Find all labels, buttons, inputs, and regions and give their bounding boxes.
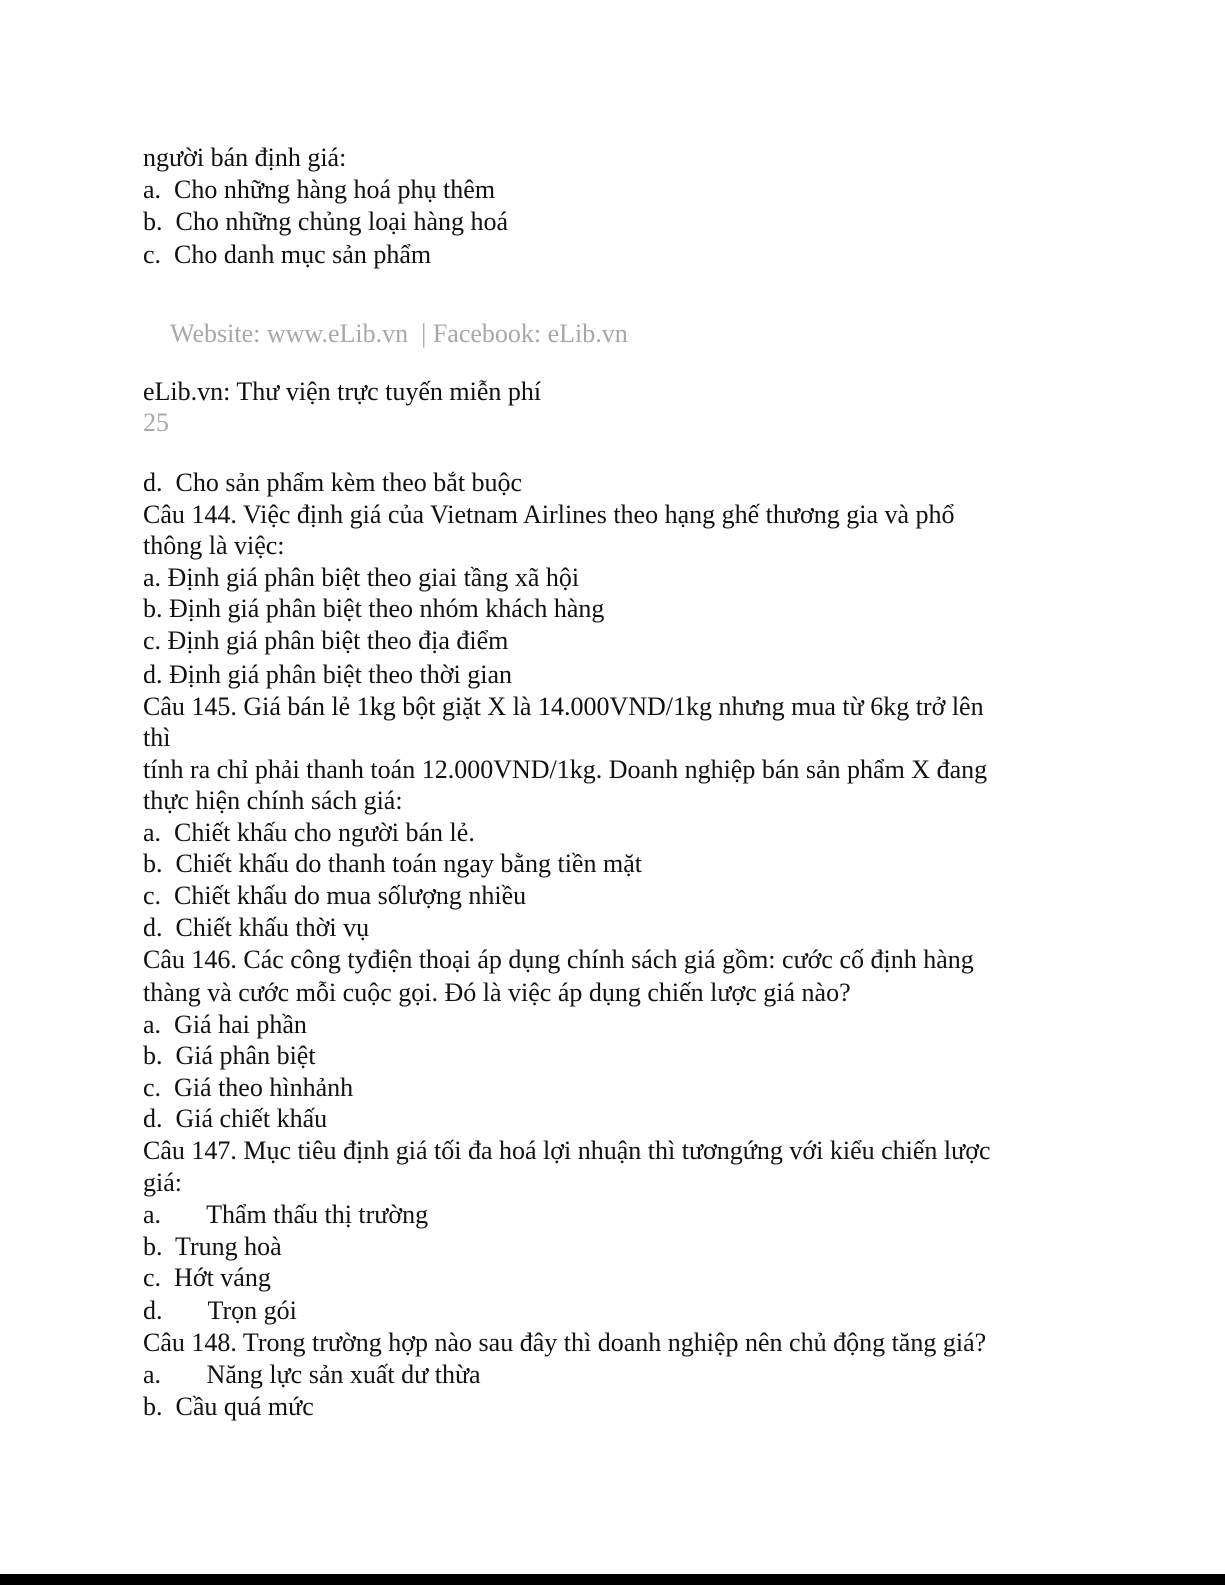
page-number: 25 (143, 408, 169, 437)
question-text: Câu 145. Giá bán lẻ 1kg bột giặt X là 14.000VND/1kg nhưng mua từ 6kg trở lên (143, 692, 984, 721)
question-text: thì (143, 723, 171, 752)
question-text: thông là việc: (143, 531, 285, 560)
library-header: eLib.vn: Thư viện trực tuyến miễn phí (143, 377, 542, 406)
answer-option: a. Định giá phân biệt theo giai tầng xã hội (143, 563, 580, 592)
answer-option: b. Định giá phân biệt theo nhóm khách hàng (143, 594, 605, 623)
answer-option: c. Chiết khấu do mua sốlượng nhiều (143, 881, 527, 910)
answer-option: d. Định giá phân biệt theo thời gian (143, 660, 513, 689)
website-footer: Website: www.eLib.vn | Facebook: eLib.vn (170, 319, 628, 348)
answer-option: d. Cho sản phẩm kèm theo bắt buộc (143, 468, 523, 497)
answer-option: b. Trung hoà (143, 1232, 282, 1261)
answer-option: c. Cho danh mục sản phẩm (143, 240, 432, 269)
question-text: thàng và cước mỗi cuộc gọi. Đó là việc áp dụng chiến lược giá nào? (143, 978, 851, 1007)
question-text: giá: (143, 1168, 182, 1197)
answer-option: b. Cho những chủng loại hàng hoá (143, 207, 509, 236)
answer-option: b. Giá phân biệt (143, 1041, 316, 1070)
answer-option: c. Giá theo hìnhảnh (143, 1073, 354, 1102)
answer-option: a. Cho những hàng hoá phụ thêm (143, 175, 496, 204)
question-text: Câu 147. Mục tiêu định giá tối đa hoá lợi nhuận thì tươngứng với kiểu chiến lược (143, 1136, 991, 1165)
answer-option: c. Hớt váng (143, 1263, 271, 1292)
answer-option: c. Định giá phân biệt theo địa điểm (143, 626, 509, 655)
answer-option: a. Chiết khấu cho người bán lẻ. (143, 818, 475, 847)
question-text: Câu 148. Trong trường hợp nào sau đây thì doanh nghiệp nên chủ động tăng giá? (143, 1328, 987, 1357)
answer-option: d. Chiết khấu thời vụ (143, 913, 370, 942)
answer-option: d. Trọn gói (143, 1296, 297, 1325)
question-text: tính ra chỉ phải thanh toán 12.000VND/1kg. Doanh nghiệp bán sản phẩm X đang (143, 755, 988, 784)
question-text: Câu 144. Việc định giá của Vietnam Airlines theo hạng ghế thương gia và phổ (143, 500, 955, 529)
text-line: người bán định giá: (143, 143, 347, 172)
answer-option: a. Thẩm thấu thị trường (143, 1200, 429, 1229)
answer-option: a. Giá hai phần (143, 1010, 307, 1039)
answer-option: a. Năng lực sản xuất dư thừa (143, 1360, 481, 1389)
question-text: thực hiện chính sách giá: (143, 786, 403, 815)
page-bottom-edge (0, 1574, 1225, 1585)
answer-option: b. Cầu quá mức (143, 1392, 314, 1421)
answer-option: b. Chiết khấu do thanh toán ngay bằng tiền mặt (143, 849, 642, 878)
answer-option: d. Giá chiết khấu (143, 1104, 328, 1133)
question-text: Câu 146. Các công tyđiện thoại áp dụng chính sách giá gồm: cước cố định hàng (143, 945, 974, 974)
